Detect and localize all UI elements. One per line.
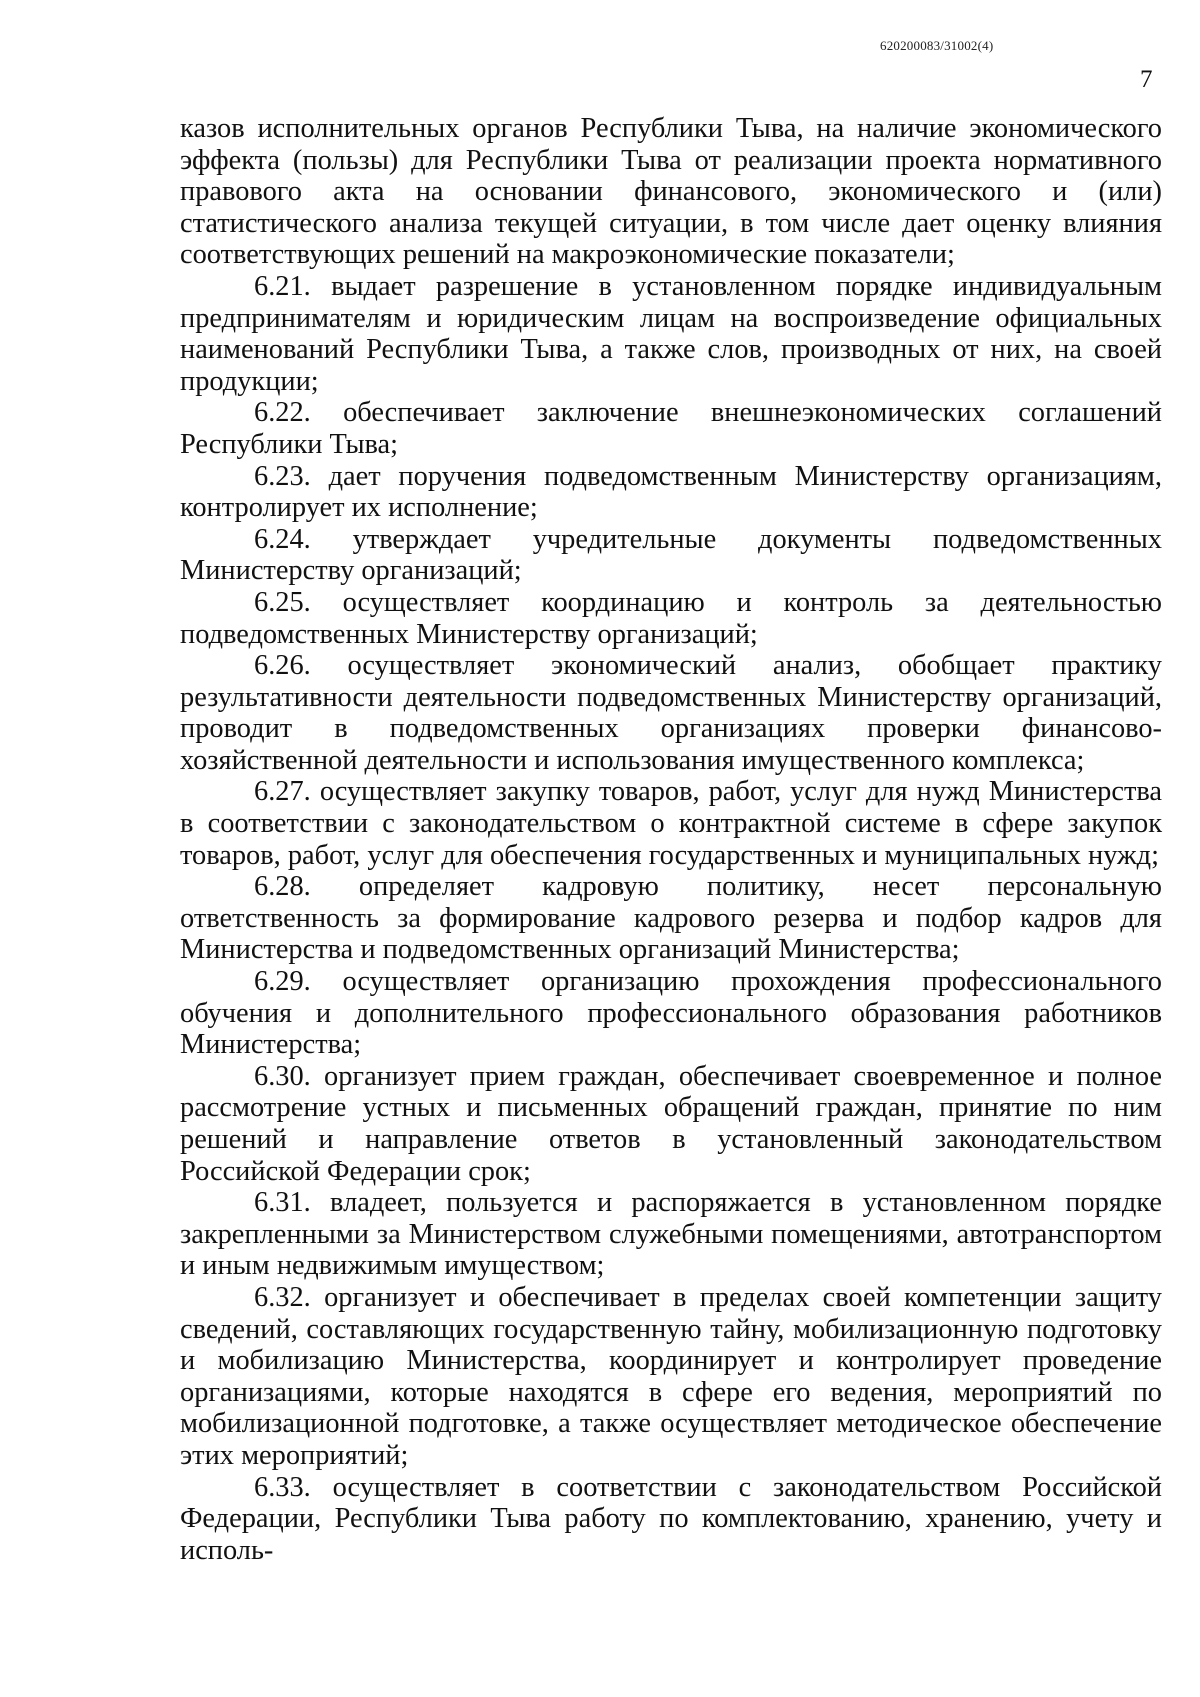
paragraph-6-21: 6.21. выдает разрешение в установленном порядке индивидуальным предпринимателям и юридическим лицам на воспроизведение официальных наименований Республики Тыва, а также слов, производных от них, на своей продукции; [180,270,1162,397]
paragraph-6-30: 6.30. организует прием граждан, обеспечивает своевременное и полное рассмотрение устных и письменных обращений граждан, принятие по ним решений и направление ответов в установленный законодательством Российской Федерации срок; [180,1060,1162,1187]
paragraph-6-22: 6.22. обеспечивает заключение внешнеэкономических соглашений Республики Тыва; [180,397,1162,460]
paragraph-continuation: казов исполнительных органов Республики Тыва, на наличие экономического эффекта (пользы) для Республики Тыва от реализации проекта нормативного правового акта на основании финансового, экономического и (или) статистического анализа текущей ситуации, в том числе дает оценку влияния соответствующих решений на макроэкономические показатели; [180,113,1162,271]
paragraph-6-27: 6.27. осуществляет закупку товаров, работ, услуг для нужд Министерства в соответствии с законодательством о контрактной системе в сфере закупок товаров, работ, услуг для обеспечения государственных и муниципальных нужд; [180,776,1162,871]
paragraph-6-24: 6.24. утверждает учредительные документы подведомственных Министерству организаций; [180,523,1162,587]
document-body [180,113,1162,1566]
page-number: 7 [1140,66,1153,93]
paragraph-6-33: 6.33. осуществляет в соответствии с законодательством Российской Федерации, Республики Тыва работу по комплектованию, хранению, учету и исполь- [180,1471,1162,1566]
paragraph-6-23: 6.23. дает поручения подведомственным Министерству организациям, контролирует их исполнение; [180,460,1162,524]
paragraph-6-31: 6.31. владеет, пользуется и распоряжается в установленном порядке закрепленными за Министерством служебными помещениями, автотранспортом и иным недвижимым имуществом; [180,1187,1162,1282]
paragraph-6-25: 6.25. осуществляет координацию и контроль за деятельностью подведомственных Министерству организаций; [180,586,1162,650]
paragraph-6-26: 6.26. осуществляет экономический анализ, обобщает практику результативности деятельности подведомственных Министерству организаций, проводит в подведомственных организациях проверки финансово-хозяйственной деятельности и использования имущественного комплекса; [180,650,1162,776]
paragraph-6-32: 6.32. организует и обеспечивает в пределах своей компетенции защиту сведений, составляющих государственную тайну, мобилизационную подготовку и мобилизацию Министерства, координирует и контролирует проведение организациями, которые находятся в сфере его ведения, мероприятий по мобилизационной подготовке, а также осуществляет методическое обеспечение этих мероприятий; [180,1281,1162,1471]
paragraph-6-29: 6.29. осуществляет организацию прохождения профессионального обучения и дополнительного профессионального образования работников Министерства; [180,966,1162,1061]
paragraph-6-28: 6.28. определяет кадровую политику, несет персональную ответственность за формирование кадрового резерва и подбор кадров для Министерства и подведомственных организаций Министерства; [180,871,1162,966]
document-registration-code: 620200083/31002(4) [880,38,994,53]
